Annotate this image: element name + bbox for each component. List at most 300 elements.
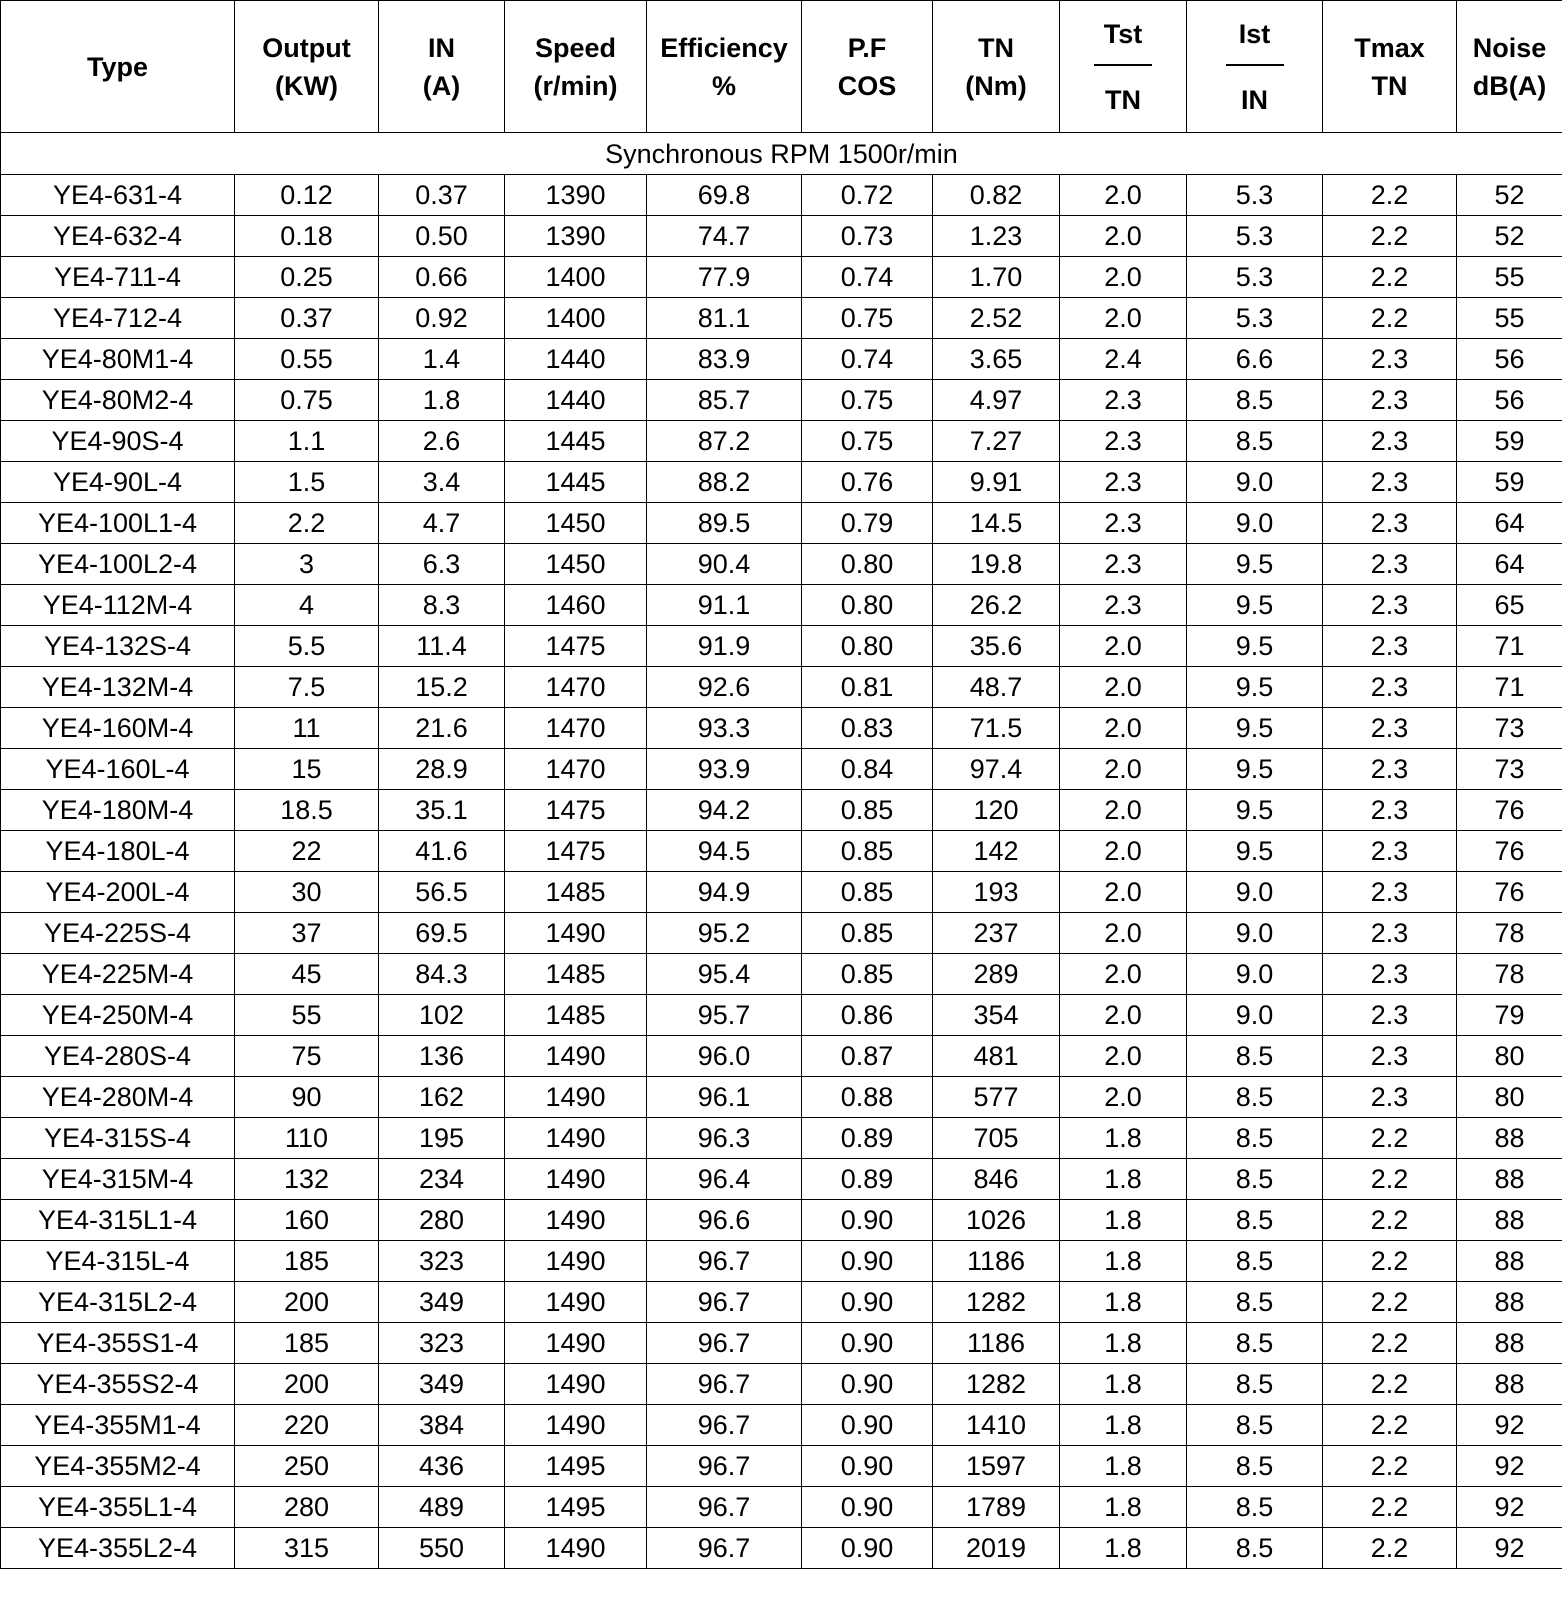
cell-speed: 1440 (505, 380, 647, 421)
cell-tst-tn: 2.0 (1060, 626, 1187, 667)
cell-speed: 1475 (505, 790, 647, 831)
cell-type: YE4-355M2-4 (1, 1446, 235, 1487)
cell-tst-tn: 2.3 (1060, 462, 1187, 503)
cell-type: YE4-160L-4 (1, 749, 235, 790)
cell-tn: 1282 (933, 1364, 1060, 1405)
cell-type: YE4-80M2-4 (1, 380, 235, 421)
cell-pf: 0.90 (802, 1487, 933, 1528)
cell-efficiency: 96.7 (647, 1446, 802, 1487)
cell-output: 11 (235, 708, 379, 749)
cell-in: 4.7 (379, 503, 505, 544)
cell-in: 56.5 (379, 872, 505, 913)
cell-type: YE4-355L1-4 (1, 1487, 235, 1528)
cell-tst-tn: 1.8 (1060, 1364, 1187, 1405)
cell-pf: 0.80 (802, 544, 933, 585)
cell-ist-in: 9.5 (1187, 749, 1323, 790)
cell-in: 234 (379, 1159, 505, 1200)
cell-pf: 0.90 (802, 1241, 933, 1282)
fraction-bar (1226, 64, 1284, 66)
cell-noise: 78 (1457, 913, 1562, 954)
table-row (1, 1241, 1562, 1282)
cell-tst-tn: 2.3 (1060, 421, 1187, 462)
table-row (1, 995, 1562, 1036)
cell-tmax-tn: 2.3 (1323, 462, 1457, 503)
cell-in: 0.50 (379, 216, 505, 257)
cell-ist-in: 5.3 (1187, 298, 1323, 339)
cell-tn: 1186 (933, 1241, 1060, 1282)
cell-tmax-tn: 2.2 (1323, 1159, 1457, 1200)
cell-in: 195 (379, 1118, 505, 1159)
cell-speed: 1470 (505, 667, 647, 708)
cell-pf: 0.88 (802, 1077, 933, 1118)
cell-tn: 0.82 (933, 175, 1060, 216)
cell-ist-in: 8.5 (1187, 1200, 1323, 1241)
cell-noise: 79 (1457, 995, 1562, 1036)
cell-tmax-tn: 2.2 (1323, 216, 1457, 257)
section-row (1, 133, 1562, 175)
cell-efficiency: 81.1 (647, 298, 802, 339)
cell-ist-in: 9.5 (1187, 790, 1323, 831)
cell-efficiency: 95.4 (647, 954, 802, 995)
table-row (1, 1446, 1562, 1487)
cell-pf: 0.74 (802, 339, 933, 380)
cell-noise: 59 (1457, 462, 1562, 503)
cell-noise: 92 (1457, 1487, 1562, 1528)
cell-output: 0.75 (235, 380, 379, 421)
cell-in: 2.6 (379, 421, 505, 462)
cell-speed: 1490 (505, 1405, 647, 1446)
cell-speed: 1485 (505, 954, 647, 995)
cell-noise: 65 (1457, 585, 1562, 626)
cell-tst-tn: 2.0 (1060, 913, 1187, 954)
cell-output: 75 (235, 1036, 379, 1077)
cell-tst-tn: 1.8 (1060, 1241, 1187, 1282)
cell-speed: 1490 (505, 1364, 647, 1405)
table-row (1, 626, 1562, 667)
cell-noise: 56 (1457, 380, 1562, 421)
cell-ist-in: 9.0 (1187, 954, 1323, 995)
cell-pf: 0.84 (802, 749, 933, 790)
cell-in: 11.4 (379, 626, 505, 667)
cell-tmax-tn: 2.3 (1323, 339, 1457, 380)
cell-tmax-tn: 2.3 (1323, 790, 1457, 831)
cell-efficiency: 93.9 (647, 749, 802, 790)
cell-speed: 1445 (505, 421, 647, 462)
header-power-factor: P.F COS (802, 1, 933, 133)
cell-noise: 71 (1457, 626, 1562, 667)
cell-ist-in: 9.0 (1187, 872, 1323, 913)
cell-noise: 88 (1457, 1364, 1562, 1405)
header-rated-torque: TN (Nm) (933, 1, 1060, 133)
cell-tn: 3.65 (933, 339, 1060, 380)
cell-speed: 1440 (505, 339, 647, 380)
cell-ist-in: 8.5 (1187, 1118, 1323, 1159)
cell-noise: 76 (1457, 831, 1562, 872)
table-row (1, 954, 1562, 995)
cell-pf: 0.73 (802, 216, 933, 257)
cell-efficiency: 94.5 (647, 831, 802, 872)
header-tmax-tn: Tmax TN (1323, 1, 1457, 133)
cell-speed: 1495 (505, 1446, 647, 1487)
cell-noise: 76 (1457, 872, 1562, 913)
cell-tmax-tn: 2.2 (1323, 298, 1457, 339)
cell-tn: 19.8 (933, 544, 1060, 585)
cell-tst-tn: 2.0 (1060, 708, 1187, 749)
cell-tmax-tn: 2.3 (1323, 708, 1457, 749)
cell-ist-in: 9.5 (1187, 667, 1323, 708)
cell-tn: 142 (933, 831, 1060, 872)
cell-efficiency: 87.2 (647, 421, 802, 462)
cell-tst-tn: 2.0 (1060, 1036, 1187, 1077)
table-row (1, 1077, 1562, 1118)
cell-noise: 76 (1457, 790, 1562, 831)
cell-tmax-tn: 2.3 (1323, 872, 1457, 913)
cell-in: 1.8 (379, 380, 505, 421)
cell-tst-tn: 2.0 (1060, 995, 1187, 1036)
cell-type: YE4-180M-4 (1, 790, 235, 831)
cell-tn: 481 (933, 1036, 1060, 1077)
cell-tn: 2019 (933, 1528, 1060, 1569)
cell-output: 160 (235, 1200, 379, 1241)
cell-speed: 1490 (505, 1118, 647, 1159)
cell-speed: 1490 (505, 1159, 647, 1200)
cell-output: 200 (235, 1364, 379, 1405)
cell-ist-in: 9.5 (1187, 626, 1323, 667)
cell-efficiency: 96.7 (647, 1364, 802, 1405)
cell-tmax-tn: 2.3 (1323, 585, 1457, 626)
cell-tmax-tn: 2.3 (1323, 1036, 1457, 1077)
cell-in: 84.3 (379, 954, 505, 995)
cell-tn: 35.6 (933, 626, 1060, 667)
cell-pf: 0.90 (802, 1282, 933, 1323)
cell-tst-tn: 2.0 (1060, 954, 1187, 995)
cell-noise: 88 (1457, 1241, 1562, 1282)
cell-ist-in: 8.5 (1187, 1159, 1323, 1200)
cell-ist-in: 8.5 (1187, 1487, 1323, 1528)
cell-pf: 0.76 (802, 462, 933, 503)
cell-noise: 52 (1457, 175, 1562, 216)
cell-type: YE4-315M-4 (1, 1159, 235, 1200)
cell-efficiency: 93.3 (647, 708, 802, 749)
cell-output: 37 (235, 913, 379, 954)
cell-type: YE4-90L-4 (1, 462, 235, 503)
cell-tn: 9.91 (933, 462, 1060, 503)
cell-in: 349 (379, 1364, 505, 1405)
cell-efficiency: 96.6 (647, 1200, 802, 1241)
cell-in: 136 (379, 1036, 505, 1077)
cell-in: 323 (379, 1323, 505, 1364)
cell-output: 1.1 (235, 421, 379, 462)
cell-output: 185 (235, 1323, 379, 1364)
cell-tst-tn: 2.0 (1060, 1077, 1187, 1118)
cell-noise: 88 (1457, 1118, 1562, 1159)
table-row (1, 421, 1562, 462)
table-body (1, 133, 1562, 1569)
cell-efficiency: 96.7 (647, 1323, 802, 1364)
cell-in: 436 (379, 1446, 505, 1487)
cell-ist-in: 8.5 (1187, 1528, 1323, 1569)
cell-noise: 56 (1457, 339, 1562, 380)
cell-output: 200 (235, 1282, 379, 1323)
cell-tmax-tn: 2.2 (1323, 1528, 1457, 1569)
header-tst-tn-ratio: Tst TN (1060, 1, 1187, 133)
cell-tst-tn: 2.0 (1060, 667, 1187, 708)
table-row (1, 298, 1562, 339)
cell-type: YE4-711-4 (1, 257, 235, 298)
cell-pf: 0.85 (802, 872, 933, 913)
cell-tst-tn: 1.8 (1060, 1200, 1187, 1241)
cell-type: YE4-160M-4 (1, 708, 235, 749)
cell-efficiency: 96.7 (647, 1487, 802, 1528)
cell-pf: 0.79 (802, 503, 933, 544)
table-row (1, 708, 1562, 749)
cell-noise: 55 (1457, 298, 1562, 339)
cell-tn: 1410 (933, 1405, 1060, 1446)
cell-type: YE4-100L2-4 (1, 544, 235, 585)
table-row (1, 1528, 1562, 1569)
cell-speed: 1475 (505, 831, 647, 872)
cell-pf: 0.75 (802, 380, 933, 421)
header-in: IN (A) (379, 1, 505, 133)
cell-tmax-tn: 2.3 (1323, 380, 1457, 421)
cell-type: YE4-631-4 (1, 175, 235, 216)
cell-efficiency: 96.0 (647, 1036, 802, 1077)
table-row (1, 544, 1562, 585)
cell-in: 8.3 (379, 585, 505, 626)
cell-type: YE4-632-4 (1, 216, 235, 257)
cell-tmax-tn: 2.3 (1323, 503, 1457, 544)
cell-pf: 0.83 (802, 708, 933, 749)
cell-noise: 73 (1457, 708, 1562, 749)
cell-tst-tn: 1.8 (1060, 1446, 1187, 1487)
cell-tst-tn: 1.8 (1060, 1487, 1187, 1528)
cell-efficiency: 95.7 (647, 995, 802, 1036)
cell-noise: 71 (1457, 667, 1562, 708)
cell-noise: 88 (1457, 1159, 1562, 1200)
cell-type: YE4-355S2-4 (1, 1364, 235, 1405)
table-row (1, 1036, 1562, 1077)
cell-tst-tn: 1.8 (1060, 1282, 1187, 1323)
cell-pf: 0.80 (802, 585, 933, 626)
cell-noise: 88 (1457, 1282, 1562, 1323)
cell-tst-tn: 2.0 (1060, 790, 1187, 831)
cell-tn: 120 (933, 790, 1060, 831)
cell-in: 384 (379, 1405, 505, 1446)
cell-output: 3 (235, 544, 379, 585)
table-row (1, 1282, 1562, 1323)
cell-type: YE4-80M1-4 (1, 339, 235, 380)
table-row (1, 257, 1562, 298)
cell-tmax-tn: 2.2 (1323, 1487, 1457, 1528)
table-row (1, 585, 1562, 626)
cell-tmax-tn: 2.3 (1323, 421, 1457, 462)
cell-tst-tn: 2.3 (1060, 503, 1187, 544)
cell-type: YE4-355M1-4 (1, 1405, 235, 1446)
cell-type: YE4-90S-4 (1, 421, 235, 462)
cell-output: 45 (235, 954, 379, 995)
cell-tst-tn: 2.0 (1060, 831, 1187, 872)
cell-output: 0.25 (235, 257, 379, 298)
cell-type: YE4-280M-4 (1, 1077, 235, 1118)
cell-type: YE4-100L1-4 (1, 503, 235, 544)
cell-tmax-tn: 2.3 (1323, 544, 1457, 585)
cell-output: 30 (235, 872, 379, 913)
cell-noise: 64 (1457, 503, 1562, 544)
cell-efficiency: 94.2 (647, 790, 802, 831)
cell-type: YE4-315S-4 (1, 1118, 235, 1159)
cell-speed: 1490 (505, 1036, 647, 1077)
header-ist-in-ratio: Ist IN (1187, 1, 1323, 133)
cell-output: 1.5 (235, 462, 379, 503)
cell-pf: 0.90 (802, 1200, 933, 1241)
cell-output: 0.55 (235, 339, 379, 380)
cell-ist-in: 5.3 (1187, 257, 1323, 298)
table-row (1, 831, 1562, 872)
cell-speed: 1460 (505, 585, 647, 626)
header-speed: Speed (r/min) (505, 1, 647, 133)
cell-tn: 577 (933, 1077, 1060, 1118)
cell-tn: 846 (933, 1159, 1060, 1200)
cell-speed: 1490 (505, 1077, 647, 1118)
cell-in: 1.4 (379, 339, 505, 380)
cell-noise: 80 (1457, 1077, 1562, 1118)
cell-tst-tn: 1.8 (1060, 1118, 1187, 1159)
cell-noise: 92 (1457, 1405, 1562, 1446)
cell-efficiency: 77.9 (647, 257, 802, 298)
cell-speed: 1485 (505, 872, 647, 913)
cell-efficiency: 89.5 (647, 503, 802, 544)
cell-noise: 59 (1457, 421, 1562, 462)
cell-type: YE4-355S1-4 (1, 1323, 235, 1364)
cell-speed: 1470 (505, 749, 647, 790)
cell-ist-in: 8.5 (1187, 1364, 1323, 1405)
cell-in: 323 (379, 1241, 505, 1282)
cell-type: YE4-315L1-4 (1, 1200, 235, 1241)
cell-in: 15.2 (379, 667, 505, 708)
cell-speed: 1475 (505, 626, 647, 667)
cell-pf: 0.75 (802, 298, 933, 339)
cell-in: 550 (379, 1528, 505, 1569)
cell-tn: 1.23 (933, 216, 1060, 257)
cell-speed: 1400 (505, 298, 647, 339)
cell-ist-in: 9.0 (1187, 913, 1323, 954)
cell-pf: 0.90 (802, 1528, 933, 1569)
cell-efficiency: 69.8 (647, 175, 802, 216)
cell-ist-in: 8.5 (1187, 1405, 1323, 1446)
cell-output: 22 (235, 831, 379, 872)
cell-ist-in: 8.5 (1187, 1323, 1323, 1364)
cell-tn: 705 (933, 1118, 1060, 1159)
cell-output: 0.18 (235, 216, 379, 257)
cell-speed: 1485 (505, 995, 647, 1036)
cell-tn: 289 (933, 954, 1060, 995)
cell-speed: 1450 (505, 544, 647, 585)
cell-output: 250 (235, 1446, 379, 1487)
cell-tn: 1.70 (933, 257, 1060, 298)
table-row (1, 667, 1562, 708)
cell-tst-tn: 1.8 (1060, 1323, 1187, 1364)
header-row (1, 1, 1562, 133)
cell-pf: 0.90 (802, 1364, 933, 1405)
cell-type: YE4-355L2-4 (1, 1528, 235, 1569)
table-row (1, 175, 1562, 216)
cell-tn: 193 (933, 872, 1060, 913)
cell-type: YE4-200L-4 (1, 872, 235, 913)
cell-ist-in: 9.5 (1187, 708, 1323, 749)
cell-efficiency: 83.9 (647, 339, 802, 380)
cell-tn: 1186 (933, 1323, 1060, 1364)
table-row (1, 1323, 1562, 1364)
cell-output: 132 (235, 1159, 379, 1200)
cell-ist-in: 9.5 (1187, 544, 1323, 585)
cell-pf: 0.90 (802, 1405, 933, 1446)
cell-tst-tn: 2.0 (1060, 175, 1187, 216)
cell-speed: 1490 (505, 913, 647, 954)
cell-in: 102 (379, 995, 505, 1036)
table-row (1, 1405, 1562, 1446)
cell-output: 55 (235, 995, 379, 1036)
header-output: Output (KW) (235, 1, 379, 133)
cell-tmax-tn: 2.2 (1323, 1200, 1457, 1241)
cell-noise: 73 (1457, 749, 1562, 790)
cell-in: 349 (379, 1282, 505, 1323)
cell-in: 489 (379, 1487, 505, 1528)
cell-pf: 0.74 (802, 257, 933, 298)
cell-tn: 71.5 (933, 708, 1060, 749)
cell-noise: 88 (1457, 1323, 1562, 1364)
cell-in: 69.5 (379, 913, 505, 954)
cell-type: YE4-250M-4 (1, 995, 235, 1036)
table-row (1, 872, 1562, 913)
table-row (1, 1364, 1562, 1405)
cell-tst-tn: 1.8 (1060, 1159, 1187, 1200)
cell-tmax-tn: 2.2 (1323, 1241, 1457, 1282)
cell-pf: 0.85 (802, 954, 933, 995)
cell-tmax-tn: 2.2 (1323, 1282, 1457, 1323)
cell-efficiency: 96.7 (647, 1241, 802, 1282)
cell-efficiency: 85.7 (647, 380, 802, 421)
cell-noise: 80 (1457, 1036, 1562, 1077)
cell-output: 90 (235, 1077, 379, 1118)
cell-efficiency: 96.4 (647, 1159, 802, 1200)
cell-noise: 92 (1457, 1446, 1562, 1487)
table-row (1, 790, 1562, 831)
cell-type: YE4-225M-4 (1, 954, 235, 995)
cell-output: 7.5 (235, 667, 379, 708)
cell-in: 0.37 (379, 175, 505, 216)
table-header (1, 1, 1562, 133)
cell-tst-tn: 2.0 (1060, 749, 1187, 790)
cell-pf: 0.80 (802, 626, 933, 667)
cell-ist-in: 8.5 (1187, 380, 1323, 421)
cell-pf: 0.75 (802, 421, 933, 462)
cell-efficiency: 95.2 (647, 913, 802, 954)
cell-speed: 1490 (505, 1528, 647, 1569)
cell-in: 6.3 (379, 544, 505, 585)
cell-tmax-tn: 2.3 (1323, 1077, 1457, 1118)
cell-pf: 0.87 (802, 1036, 933, 1077)
table-row (1, 1200, 1562, 1241)
cell-efficiency: 91.1 (647, 585, 802, 626)
cell-ist-in: 5.3 (1187, 216, 1323, 257)
fraction-bar (1094, 64, 1152, 66)
cell-output: 5.5 (235, 626, 379, 667)
cell-ist-in: 9.0 (1187, 995, 1323, 1036)
cell-efficiency: 91.9 (647, 626, 802, 667)
cell-in: 28.9 (379, 749, 505, 790)
cell-ist-in: 8.5 (1187, 1282, 1323, 1323)
cell-noise: 55 (1457, 257, 1562, 298)
